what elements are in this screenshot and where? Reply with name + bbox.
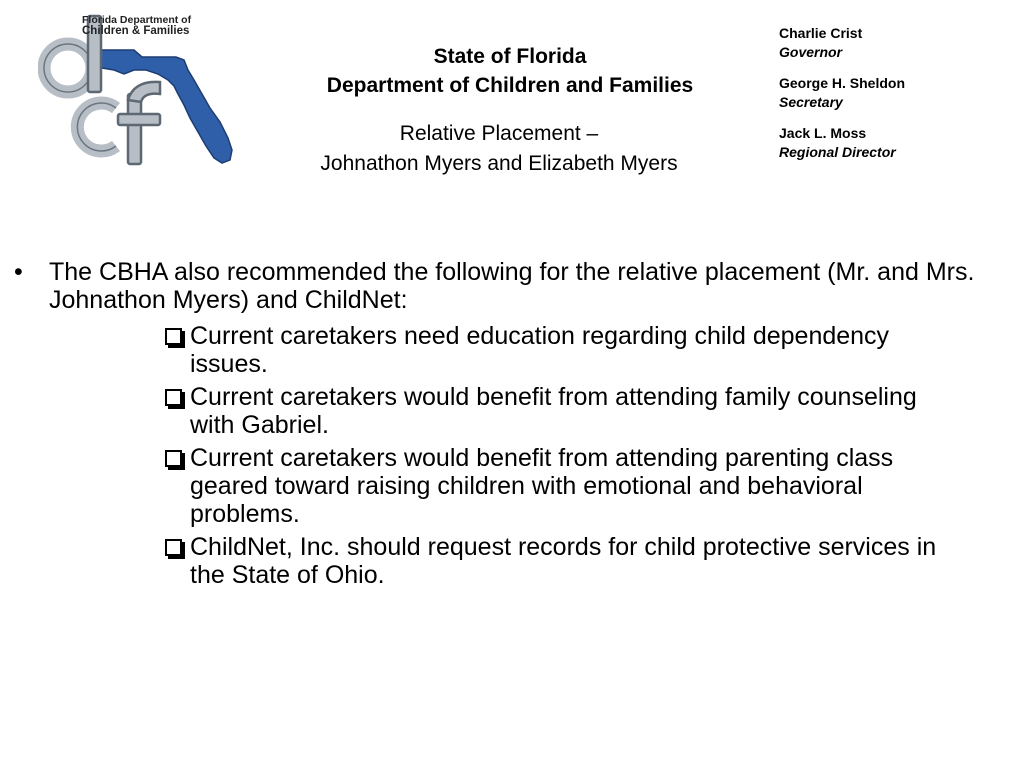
list-item — [163, 383, 943, 439]
list-item-text: Current caretakers need education regarding child dependency issues. — [190, 322, 890, 378]
official-regional-director — [779, 124, 1014, 162]
checkbox-bullet-icon — [165, 389, 182, 406]
title-line2: Department of Children and Families — [326, 74, 694, 97]
dcf-monogram — [44, 16, 160, 164]
list-item — [163, 322, 943, 378]
checkbox-bullet-icon — [165, 450, 182, 467]
list-item-text: Current caretakers would benefit from attending family counseling with Gabriel. — [190, 383, 917, 439]
subtitle-line1: Relative Placement – — [399, 122, 599, 145]
official-role: Regional Director — [779, 144, 896, 160]
officials-list — [779, 24, 1014, 174]
list-item-text: Current caretakers would benefit from attending parenting class geared toward raising children with emotional and behavioral problems. — [190, 444, 894, 528]
checkbox-bullet-icon — [165, 539, 182, 556]
main-bullet-text: The CBHA also recommended the following for the relative placement (Mr. and Mrs. Johnathon Myers) and ChildNet: — [49, 258, 975, 314]
page-title — [270, 42, 750, 100]
org-name-line1: Florida Department of — [82, 14, 192, 26]
official-name: Jack L. Moss — [779, 125, 867, 141]
checkbox-bullet-icon — [165, 328, 182, 345]
list-item-text: ChildNet, Inc. should request records for child protective services in the State of Ohio. — [190, 533, 937, 589]
official-name: Charlie Crist — [779, 25, 863, 41]
list-item — [163, 533, 943, 589]
title-line1: State of Florida — [433, 45, 587, 68]
official-governor — [779, 24, 1014, 62]
bullet-dot: • — [14, 258, 23, 286]
page-subtitle — [262, 119, 736, 179]
main-bullet — [14, 258, 1004, 314]
official-name: George H. Sheldon — [779, 75, 906, 91]
official-role: Governor — [779, 44, 843, 60]
list-item — [163, 444, 943, 528]
org-name-line2: Children & Families — [82, 25, 190, 37]
official-role: Secretary — [779, 94, 843, 110]
subtitle-line2: Johnathon Myers and Elizabeth Myers — [320, 152, 678, 175]
recommendation-list — [163, 322, 943, 594]
official-secretary — [779, 74, 1014, 112]
